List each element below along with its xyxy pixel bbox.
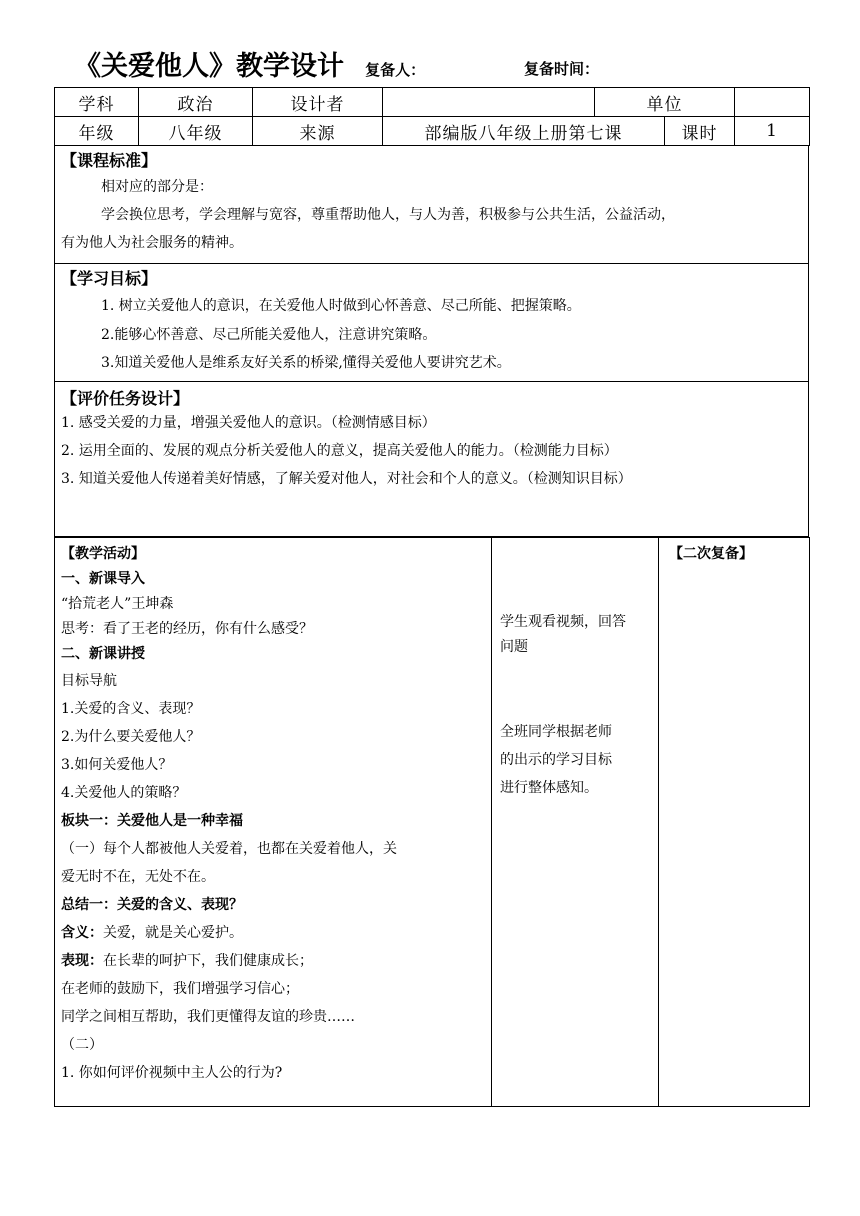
- cell-designer-value: [383, 88, 595, 117]
- student-note-2c: 进行整体感知。: [500, 780, 598, 796]
- summary-1: 总结一：关爱的含义、表现？: [61, 897, 243, 913]
- block-1-title: 板块一：关爱他人是一种幸福: [61, 813, 243, 829]
- review-cell: [659, 538, 810, 1107]
- part-2-question-1: 1. 你如何评价视频中主人公的行为?: [61, 1065, 283, 1081]
- cell-designer-label: 设计者: [253, 88, 383, 117]
- question-4: 4.关爱他人的策略？: [61, 785, 187, 801]
- evaluation-heading: 【评价任务设计】: [61, 389, 190, 408]
- cell-subject-label: 学科: [55, 88, 139, 117]
- cell-grade-label: 年级: [55, 117, 139, 146]
- performance-line-2: 在老师的鼓励下，我们增强学习信心；: [61, 981, 299, 997]
- cell-source-label: 来源: [253, 117, 383, 146]
- student-note-1a: 学生观看视频，回答: [500, 614, 626, 630]
- cell-period-value: 1: [735, 117, 810, 146]
- standards-section: [54, 146, 809, 264]
- intro-title: 一、新课导入: [61, 571, 145, 587]
- prep-time-label: 复备时间：: [524, 60, 600, 78]
- evaluation-item-1: 1. 感受关爱的力量，增强关爱他人的意识。（检测情感目标）: [61, 415, 436, 431]
- cell-source-value: 部编版八年级上册第七课: [383, 117, 665, 146]
- question-2: 2.为什么要关爱他人？: [61, 729, 201, 745]
- standards-heading: 【课程标准】: [61, 151, 158, 170]
- activities-cell: [55, 538, 492, 1107]
- objective-2: 2.能够心怀善意、尽己所能关爱他人，注意讲究策略。: [101, 327, 437, 343]
- performance-label: 表现：: [61, 953, 103, 969]
- evaluation-item-3: 3. 知道关爱他人传递着美好情感，了解关爱对他人，对社会和个人的意义。（检测知识目标）: [61, 471, 632, 487]
- meaning-label: 含义：: [61, 925, 103, 941]
- paragraph-1a: （一）每个人都被他人关爱着，也都在关爱着他人，关: [61, 841, 397, 857]
- student-note-2b: 的出示的学习目标: [500, 752, 612, 768]
- performance-line: [61, 947, 485, 975]
- prep-person-label: 复备人：: [365, 61, 426, 79]
- student-note-2a: 全班同学根据老师: [500, 724, 612, 740]
- cell-subject-value: 政治: [139, 88, 253, 117]
- performance-line-3: 同学之间相互帮助，我们更懂得友谊的珍贵……: [61, 1009, 355, 1025]
- cell-grade-value: 八年级: [139, 117, 253, 146]
- objectives-section: [54, 264, 809, 382]
- standards-line-3: 有为他人为社会服务的精神。: [61, 235, 243, 251]
- activities-heading: 【教学活动】: [61, 546, 145, 562]
- objectives-heading: 【学习目标】: [61, 269, 158, 288]
- meaning-text: 关爱，就是关心爱护。: [103, 925, 243, 941]
- standards-line-1: 相对应的部分是：: [101, 179, 213, 195]
- performance-text: 在长辈的呵护下，我们健康成长；: [103, 953, 313, 969]
- part-2-title: （二）: [61, 1037, 103, 1053]
- intro-line-1: “拾荒老人”王坤森: [61, 596, 174, 612]
- meaning-line: [61, 919, 485, 947]
- evaluation-item-2: 2. 运用全面的、发展的观点分析关爱他人的意义，提高关爱他人的能力。（检测能力目标）: [61, 443, 618, 459]
- lecture-title: 二、新课讲授: [61, 646, 145, 662]
- question-3: 3.如何关爱他人？: [61, 757, 173, 773]
- page-title: 《关爱他人》教学设计: [74, 51, 344, 82]
- cell-unit-label: 单位: [595, 88, 735, 117]
- paragraph-1b: 爱无时不在，无处不在。: [61, 869, 215, 885]
- header: [74, 44, 600, 84]
- intro-line-2: 思考：看了王老的经历，你有什么感受？: [61, 621, 313, 637]
- student-note-1b: 问题: [500, 639, 528, 655]
- activities-table: [54, 537, 810, 1107]
- cell-period-label: 课时: [665, 117, 735, 146]
- standards-line-2: 学会换位思考，学会理解与宽容，尊重帮助他人，与人为善，积极参与公共生活，公益活动，: [101, 207, 675, 223]
- objective-1: 1. 树立关爱他人的意识，在关爱他人时做到心怀善意、尽己所能、把握策略。: [101, 298, 581, 314]
- review-heading: 【二次复备】: [669, 546, 753, 562]
- info-row-2: [55, 117, 810, 146]
- cell-unit-value: [735, 88, 810, 117]
- evaluation-section: [54, 382, 809, 537]
- info-table: [54, 87, 810, 146]
- student-activity-cell: [492, 538, 659, 1107]
- info-row-1: [55, 88, 810, 117]
- objective-3: 3.知道关爱他人是维系友好关系的桥梁,懂得关爱他人要讲究艺术。: [101, 355, 511, 371]
- question-1: 1.关爱的含义、表现？: [61, 701, 201, 717]
- target-nav: 目标导航: [61, 673, 117, 689]
